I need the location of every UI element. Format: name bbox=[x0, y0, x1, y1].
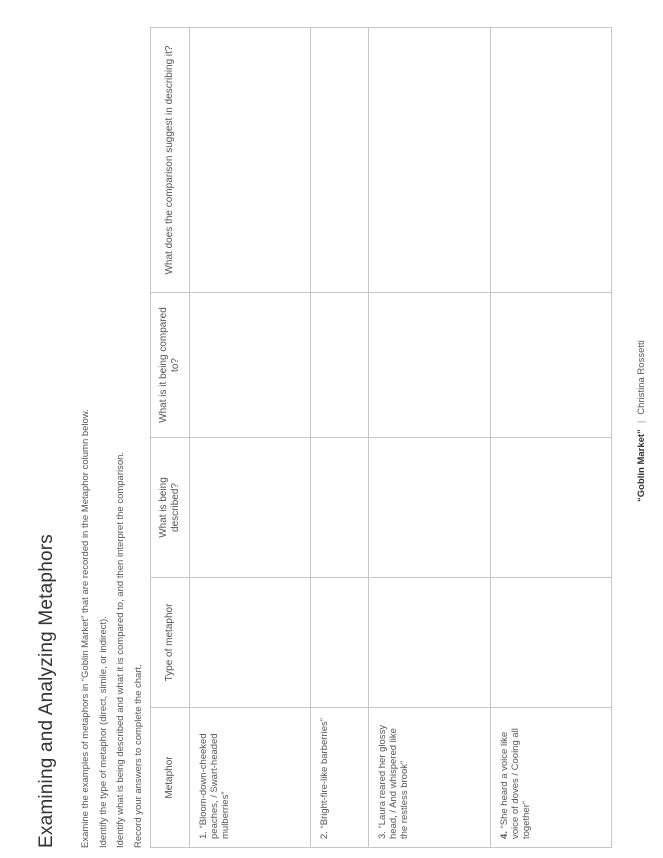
table-row bbox=[190, 28, 311, 848]
described-answer-cell[interactable] bbox=[369, 438, 490, 578]
footer-separator: | bbox=[636, 420, 647, 424]
table-row bbox=[311, 28, 369, 848]
type-answer-cell[interactable] bbox=[311, 578, 369, 708]
instruction-4: Record your answers to complete the chart. bbox=[133, 664, 144, 848]
header-metaphor: Metaphor bbox=[151, 708, 190, 848]
footer-author: Christina Rossetti bbox=[636, 340, 647, 415]
type-answer-cell[interactable] bbox=[490, 578, 611, 708]
footer-title: “Goblin Market” bbox=[636, 429, 647, 502]
described-answer-cell[interactable] bbox=[490, 438, 611, 578]
row-number: 2. bbox=[319, 831, 331, 839]
header-suggest: What does the comparison suggest in describing it? bbox=[151, 28, 190, 293]
metaphor-text: “She heard a voice like voice of doves / Cooing all together” bbox=[498, 728, 532, 839]
row-number: 1. bbox=[198, 831, 209, 839]
suggest-answer-cell[interactable] bbox=[190, 28, 311, 293]
table-row bbox=[369, 28, 490, 848]
suggest-answer-cell[interactable] bbox=[490, 28, 611, 293]
metaphor-chart bbox=[150, 27, 612, 848]
metaphor-text: “Bright-fire-like barberries” bbox=[319, 718, 331, 829]
instruction-2: Identify the type of metaphor (direct, simile, or indirect). bbox=[98, 616, 109, 848]
compared-answer-cell[interactable] bbox=[311, 293, 369, 438]
page-title: Examining and Analyzing Metaphors bbox=[36, 534, 57, 848]
suggest-answer-cell[interactable] bbox=[369, 28, 490, 293]
type-answer-cell[interactable] bbox=[190, 578, 311, 708]
header-described: What is being described? bbox=[151, 438, 190, 578]
compared-answer-cell[interactable] bbox=[490, 293, 611, 438]
metaphor-cell bbox=[369, 708, 490, 848]
table-row bbox=[490, 28, 611, 848]
metaphor-cell bbox=[190, 708, 311, 848]
metaphor-cell bbox=[311, 708, 369, 848]
instruction-1: Examine the examples of metaphors in “Goblin Market” that are recorded in the Metaphor column below. bbox=[80, 409, 91, 848]
header-row bbox=[151, 28, 190, 848]
row-number: 4. bbox=[498, 831, 510, 839]
header-type: Type of metaphor bbox=[151, 578, 190, 708]
type-answer-cell[interactable] bbox=[369, 578, 490, 708]
described-answer-cell[interactable] bbox=[190, 438, 311, 578]
row-number: 3. bbox=[377, 831, 389, 839]
compared-answer-cell[interactable] bbox=[190, 293, 311, 438]
instruction-3: Identify what is being described and what it is compared to, and then interpret the comparison. bbox=[115, 451, 126, 848]
described-answer-cell[interactable] bbox=[311, 438, 369, 578]
page-footer bbox=[636, 340, 647, 502]
header-compared: What is it being compared to? bbox=[151, 293, 190, 438]
metaphor-text: “Laura reared her glossy head, / And whispered like the restless brook” bbox=[377, 724, 411, 839]
compared-answer-cell[interactable] bbox=[369, 293, 490, 438]
suggest-answer-cell[interactable] bbox=[311, 28, 369, 293]
metaphor-text: “Bloom-down-cheeked peaches, / Swart-headed mulberries” bbox=[198, 733, 231, 839]
metaphor-cell bbox=[490, 708, 611, 848]
